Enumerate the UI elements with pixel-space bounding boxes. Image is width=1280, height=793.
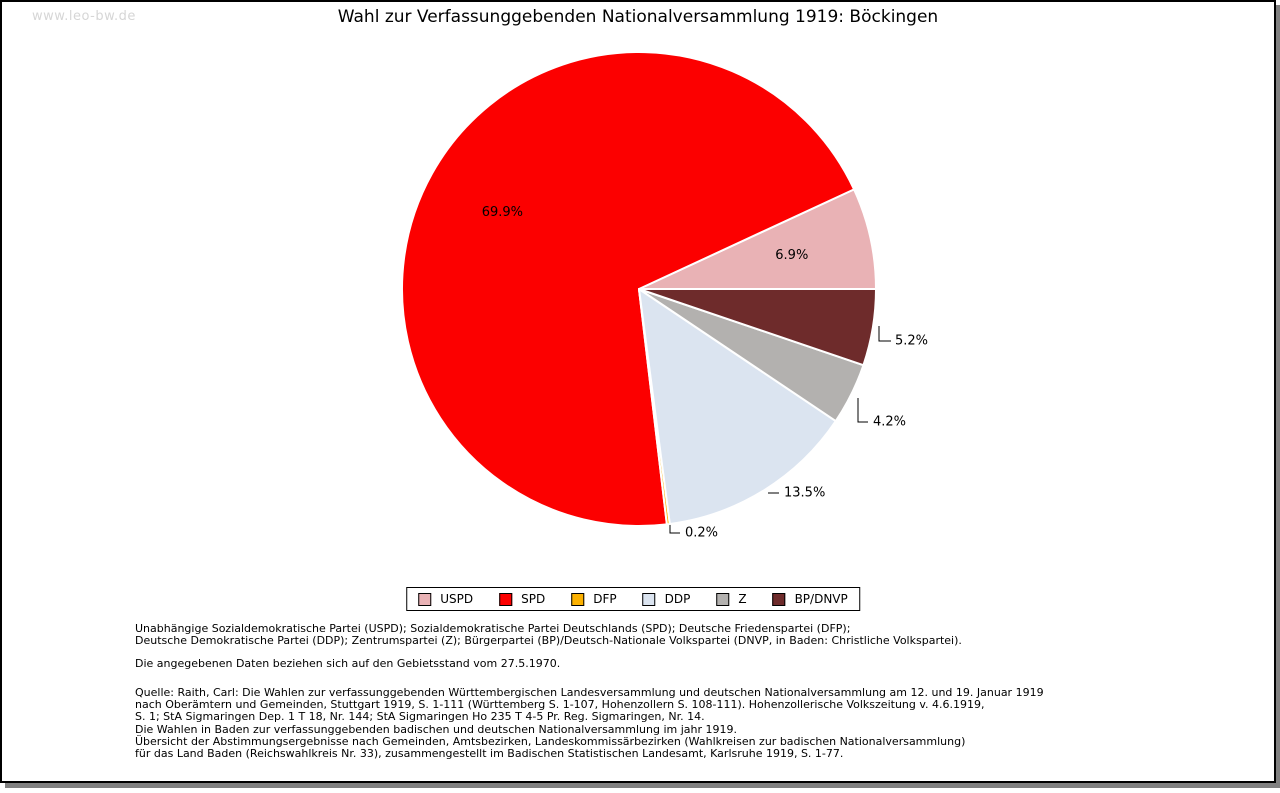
footnote-line: Unabhängige Sozialdemokratische Partei (USPD); Sozialdemokratische Partei Deutschlands (SPD); Deutsche Friedenspartei (DFP); — [135, 622, 851, 635]
legend-item-USPD — [418, 592, 473, 606]
legend-item-Z — [716, 592, 746, 606]
pie-label-DFP: 0.2% — [685, 525, 719, 541]
data-note: Die angegebenen Daten beziehen sich auf den Gebietsstand vom 27.5.1970. — [135, 657, 561, 670]
party-abbreviations — [135, 623, 962, 647]
leader-line-BP/DNVP — [879, 326, 891, 341]
legend-swatch-SPD — [499, 593, 512, 606]
legend-swatch-USPD — [418, 593, 431, 606]
legend-label-Z: Z — [738, 592, 747, 606]
footnote-line: Übersicht der Abstimmungsergebnisse nach Gemeinden, Amtsbezirken, Landeskommissärbezirken (Wahlkreisen zur badischen Nationalversammlung) — [135, 734, 966, 748]
legend-item-BP/DNVP — [773, 592, 848, 606]
pie-label-BP/DNVP: 5.2% — [895, 333, 929, 349]
legend-item-DDP — [643, 592, 691, 606]
pie-label-DDP: 13.5% — [784, 485, 826, 501]
legend-label-DDP: DDP — [664, 592, 691, 606]
pie-label-Z: 4.2% — [873, 414, 907, 430]
footnote-line: Die Wahlen in Baden zur verfassunggebenden badischen und deutschen Nationalversammlung im jahr 1919. — [135, 722, 738, 736]
footnote-line: für das Land Baden (Reichswahlkreis Nr. 33), zusammengestellt im Badischen Statistischen Landesamt, Karlsruhe 1919, S. 1-77. — [135, 747, 844, 761]
source-citation — [135, 687, 1044, 760]
legend-swatch-DDP — [643, 593, 656, 606]
legend-label-SPD: SPD — [521, 592, 546, 606]
pie-label-USPD: 6.9% — [775, 247, 809, 263]
legend-swatch-Z — [716, 593, 729, 606]
pie-chart — [2, 2, 1280, 793]
chart-title: Wahl zur Verfassunggebenden Nationalversammlung 1919: Böckingen — [337, 7, 939, 27]
legend-item-DFP — [571, 592, 616, 606]
legend-swatch-BP/DNVP — [773, 593, 786, 606]
pie-label-SPD: 69.9% — [481, 205, 524, 221]
footnote-line: nach Oberämtern und Gemeinden, Stuttgart 1919, S. 1-111 (Württemberg S. 1-107, Hohenzollern S. 108-111). Hohenzollerische Volkszeitung v. 4.6.1919, — [135, 698, 985, 712]
legend-label-BP/DNVP: BP/DNVP — [794, 592, 848, 606]
legend-swatch-DFP — [571, 593, 584, 606]
footnote-line: S. 1; StA Sigmaringen Dep. 1 T 18, Nr. 144; StA Sigmaringen Ho 235 T 4-5 Pr. Reg. Sigmaringen, Nr. 14. — [135, 710, 705, 724]
watermark: www.leo-bw.de — [32, 9, 136, 24]
legend-label-USPD: USPD — [440, 592, 474, 606]
footnote-line: Deutsche Demokratische Partei (DDP); Zentrumspartei (Z); Bürgerpartei (BP)/Deutsch-Nationale Volkspartei (DNVP, in Baden: Christliche Volkspartei). — [135, 634, 962, 648]
leader-line-Z — [858, 398, 868, 422]
legend-item-SPD — [499, 592, 545, 606]
legend — [406, 587, 860, 611]
footnote-line: Quelle: Raith, Carl: Die Wahlen zur verfassunggebenden Württembergischen Landesversammlung und deutschen Nationalversammlung am 12. und 19. Januar 1919 — [135, 686, 1044, 699]
legend-label-DFP: DFP — [593, 592, 617, 606]
